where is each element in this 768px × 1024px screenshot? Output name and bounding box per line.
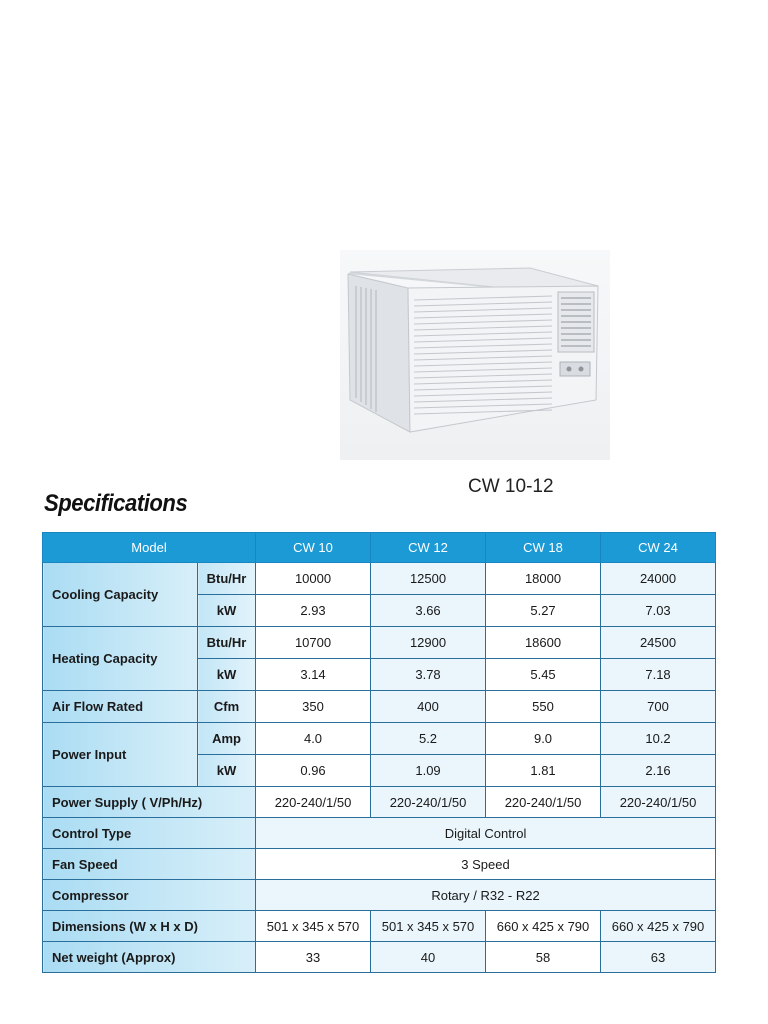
power-input-amp-row <box>43 723 716 755</box>
value-cell: 4.0 <box>256 723 371 755</box>
section-title: Specifications <box>44 490 188 517</box>
value-cell: 10000 <box>256 563 371 595</box>
dimensions-row <box>43 911 716 942</box>
value-cell: 18000 <box>486 563 601 595</box>
value-cell: 18600 <box>486 627 601 659</box>
value-cell: 63 <box>601 942 716 973</box>
value-cell: 40 <box>371 942 486 973</box>
value-cell: 24500 <box>601 627 716 659</box>
value-cell: 220-240/1/50 <box>486 787 601 818</box>
power-supply-label: Power Supply ( V/Ph/Hz) <box>43 787 256 818</box>
value-cell: 10.2 <box>601 723 716 755</box>
compressor-row <box>43 880 716 911</box>
value-cell: 400 <box>371 691 486 723</box>
product-photo <box>340 250 610 460</box>
model-caption: CW 10-12 <box>468 476 554 497</box>
model-header: Model <box>43 533 256 563</box>
cooling-btu-row <box>43 563 716 595</box>
unit-cell: Btu/Hr <box>198 563 256 595</box>
value-cell: 3 Speed <box>256 849 716 880</box>
value-cell: 660 x 425 x 790 <box>601 911 716 942</box>
model-header-cw10: CW 10 <box>256 533 371 563</box>
heating-capacity-label: Heating Capacity <box>43 627 198 691</box>
value-cell: 5.45 <box>486 659 601 691</box>
value-cell: 7.03 <box>601 595 716 627</box>
value-cell: 3.78 <box>371 659 486 691</box>
value-cell: 12500 <box>371 563 486 595</box>
value-cell: 3.66 <box>371 595 486 627</box>
net-weight-row <box>43 942 716 973</box>
value-cell: 3.14 <box>256 659 371 691</box>
window-air-conditioner-image <box>340 250 610 460</box>
value-cell: 220-240/1/50 <box>601 787 716 818</box>
value-cell: Digital Control <box>256 818 716 849</box>
value-cell: 2.93 <box>256 595 371 627</box>
cooling-capacity-label: Cooling Capacity <box>43 563 198 627</box>
model-header-cw12: CW 12 <box>371 533 486 563</box>
value-cell: 700 <box>601 691 716 723</box>
value-cell: 9.0 <box>486 723 601 755</box>
value-cell: 660 x 425 x 790 <box>486 911 601 942</box>
unit-cell: Cfm <box>198 691 256 723</box>
unit-cell: kW <box>198 659 256 691</box>
airflow-row <box>43 691 716 723</box>
unit-cell: Btu/Hr <box>198 627 256 659</box>
value-cell: 10700 <box>256 627 371 659</box>
model-header-cw18: CW 18 <box>486 533 601 563</box>
value-cell: 501 x 345 x 570 <box>371 911 486 942</box>
value-cell: 220-240/1/50 <box>371 787 486 818</box>
value-cell: 5.27 <box>486 595 601 627</box>
value-cell: 33 <box>256 942 371 973</box>
fan-speed-row <box>43 849 716 880</box>
unit-cell: kW <box>198 755 256 787</box>
value-cell: 501 x 345 x 570 <box>256 911 371 942</box>
value-cell: 1.81 <box>486 755 601 787</box>
control-type-label: Control Type <box>43 818 256 849</box>
value-cell: 550 <box>486 691 601 723</box>
dimensions-label: Dimensions (W x H x D) <box>43 911 256 942</box>
value-cell: 7.18 <box>601 659 716 691</box>
airflow-label: Air Flow Rated <box>43 691 198 723</box>
spec-table <box>42 532 716 973</box>
header-row <box>43 533 716 563</box>
value-cell: 1.09 <box>371 755 486 787</box>
value-cell: 2.16 <box>601 755 716 787</box>
value-cell: 58 <box>486 942 601 973</box>
model-header-cw24: CW 24 <box>601 533 716 563</box>
fan-speed-label: Fan Speed <box>43 849 256 880</box>
value-cell: 350 <box>256 691 371 723</box>
power-input-label: Power Input <box>43 723 198 787</box>
value-cell: 24000 <box>601 563 716 595</box>
control-type-row <box>43 818 716 849</box>
value-cell: Rotary / R32 - R22 <box>256 880 716 911</box>
value-cell: 220-240/1/50 <box>256 787 371 818</box>
heating-btu-row <box>43 627 716 659</box>
net-weight-label: Net weight (Approx) <box>43 942 256 973</box>
unit-cell: kW <box>198 595 256 627</box>
compressor-label: Compressor <box>43 880 256 911</box>
value-cell: 12900 <box>371 627 486 659</box>
value-cell: 5.2 <box>371 723 486 755</box>
value-cell: 0.96 <box>256 755 371 787</box>
power-supply-row <box>43 787 716 818</box>
unit-cell: Amp <box>198 723 256 755</box>
